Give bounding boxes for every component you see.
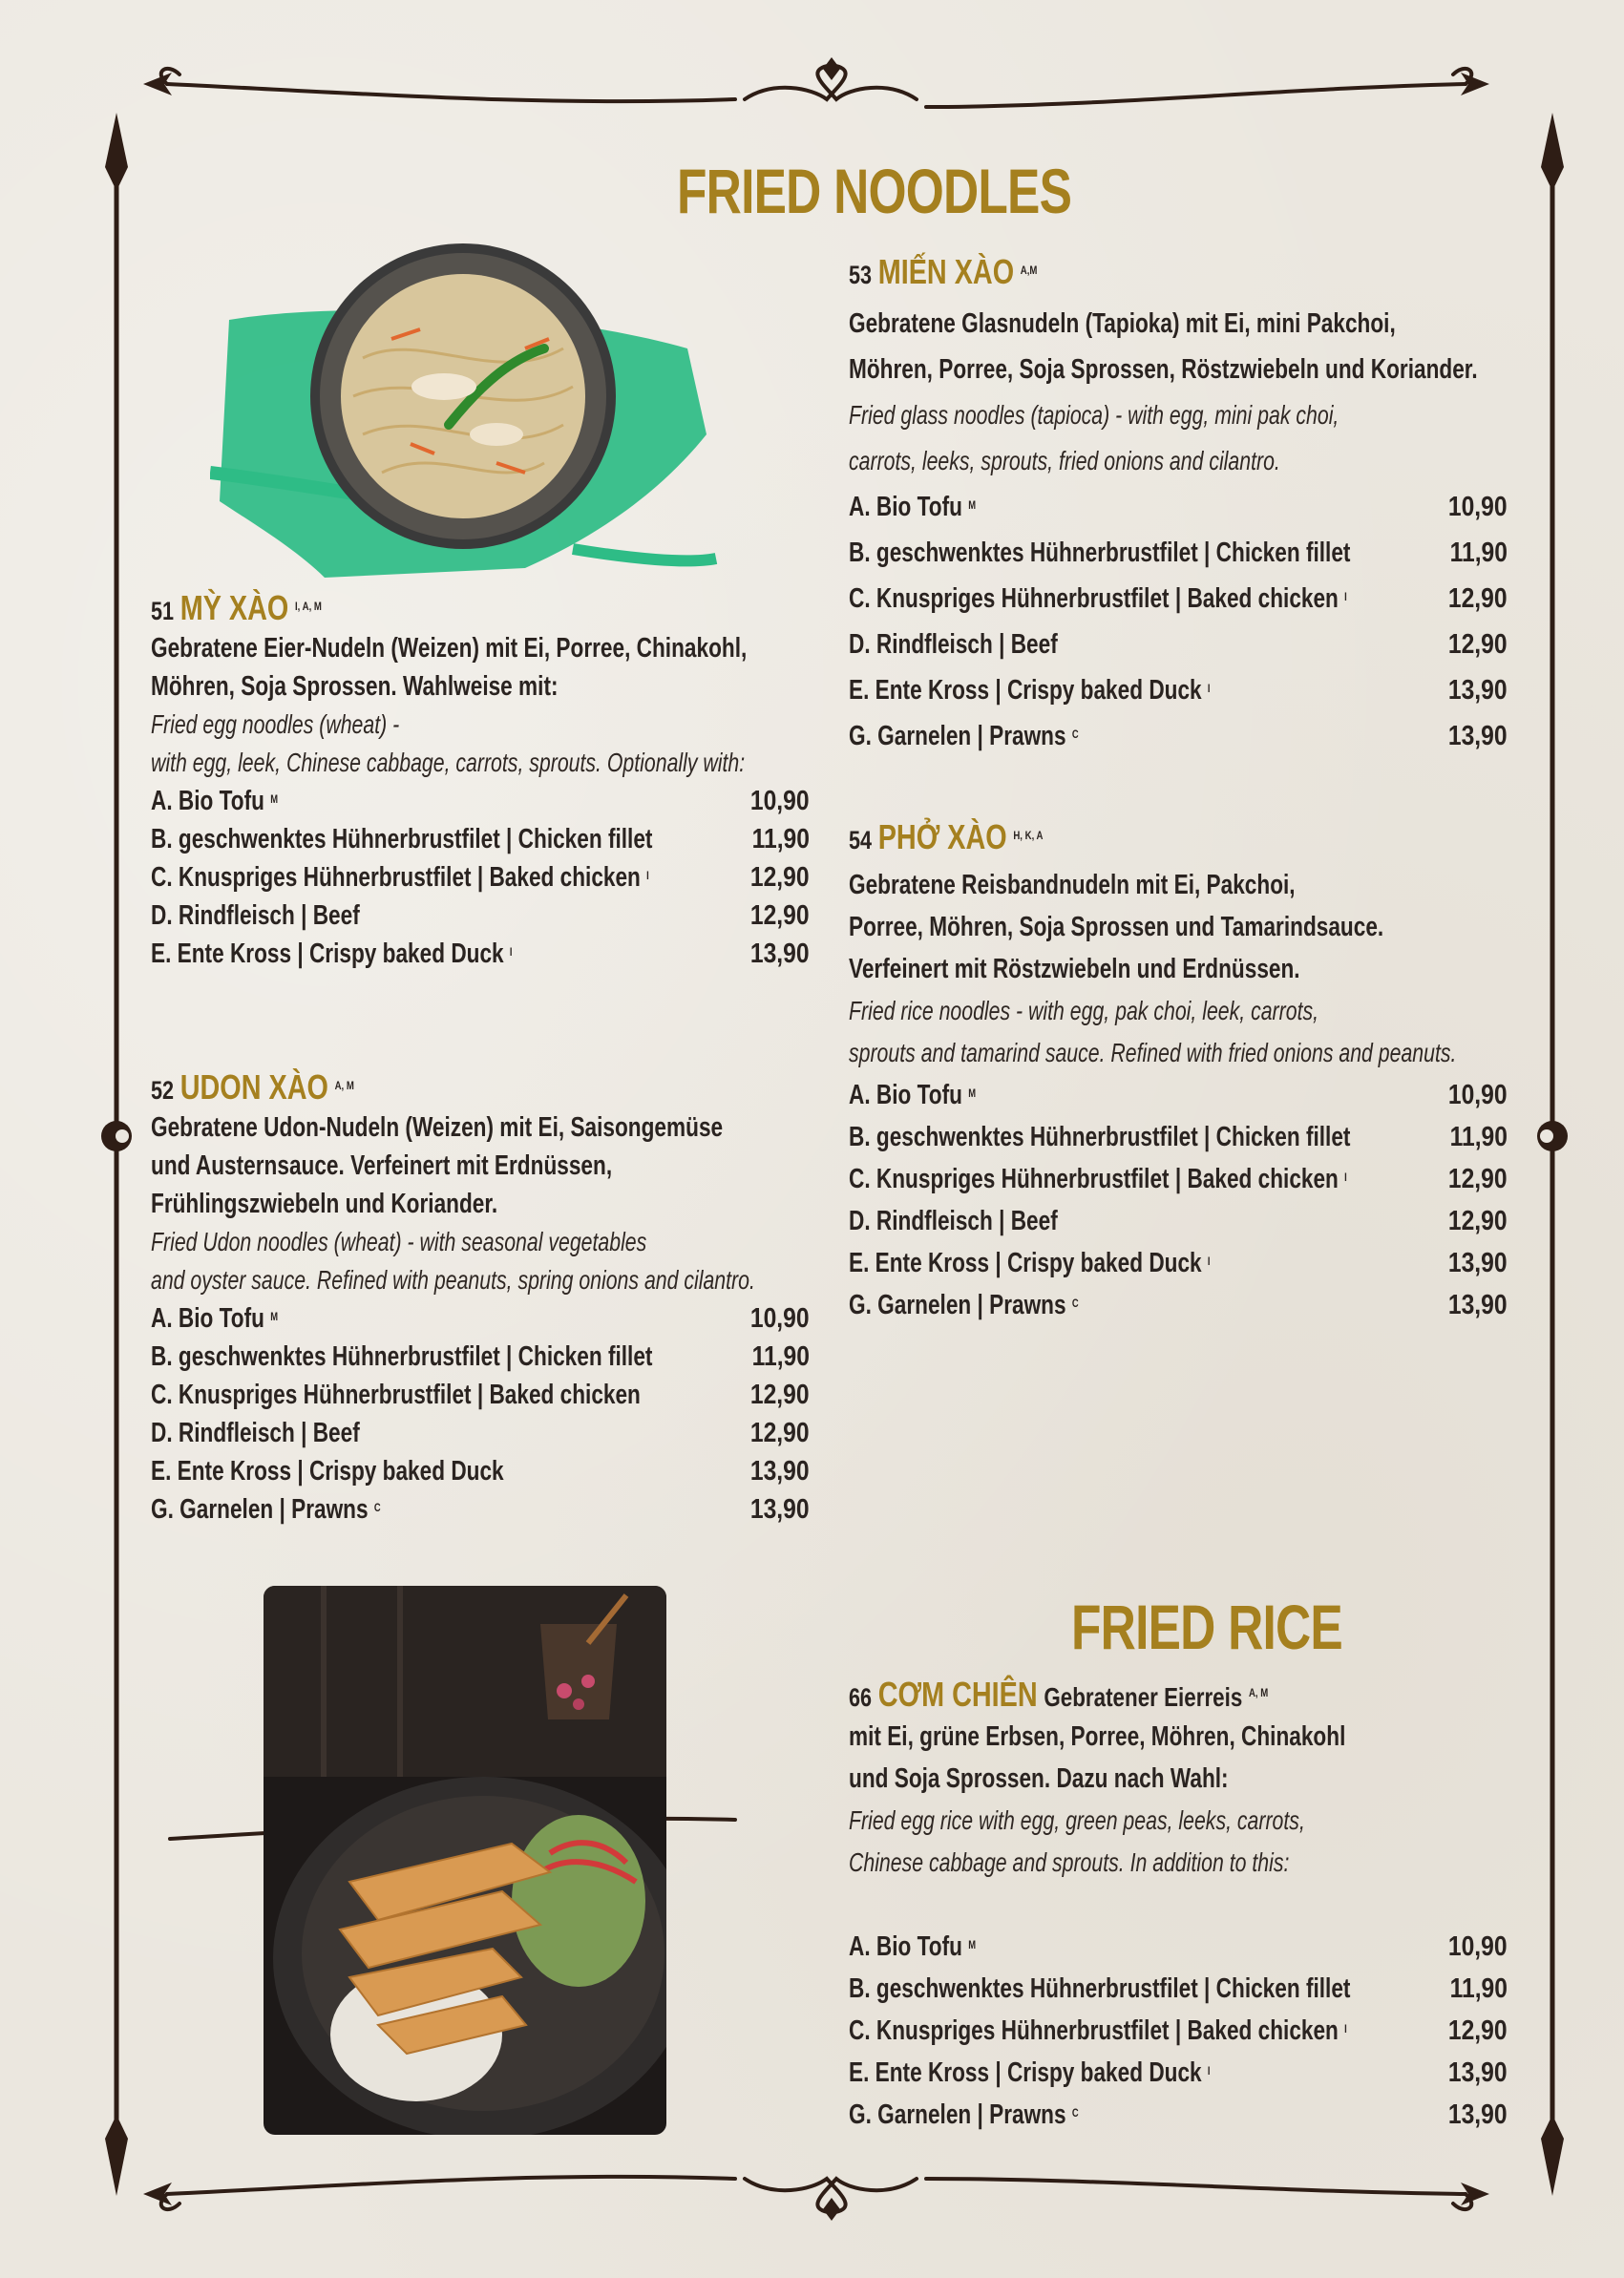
dish-54 — [849, 819, 1508, 1326]
description-en-line: Fried egg noodles (wheat) - — [151, 709, 400, 739]
option-label: C. Knuspriges Hühnerbrustfilet | Baked chicken — [151, 1380, 641, 1410]
option-row — [151, 1299, 810, 1338]
option-price: 10,90 — [1448, 1080, 1508, 1110]
description-de-line: Gebratene Glasnudeln (Tapioka) mit Ei, mini Pakchoi, — [849, 308, 1396, 339]
option-row — [151, 1376, 810, 1414]
option-price: 13,90 — [1448, 675, 1508, 706]
description-de-line: und Austernsauce. Verfeinert mit Erdnüssen, — [151, 1150, 613, 1181]
dish-number: 52 — [151, 1076, 175, 1105]
description-de-line: Gebratene Eier-Nudeln (Weizen) mit Ei, Porree, Chinakohl, — [151, 633, 748, 664]
option-label: G. Garnelen | Prawns — [151, 1494, 369, 1525]
option-row — [151, 896, 810, 935]
option-label: C. Knuspriges Hühnerbrustfilet | Baked chicken — [849, 1164, 1339, 1194]
option-price: 10,90 — [750, 786, 810, 816]
option-allergen: M — [968, 1086, 977, 1100]
option-row — [849, 1968, 1508, 2010]
option-price: 13,90 — [1448, 2057, 1508, 2088]
option-price: 11,90 — [751, 1341, 810, 1372]
description-de-line: Gebratene Udon-Nudeln (Weizen) mit Ei, Saisongemüse — [151, 1112, 724, 1143]
option-price: 12,90 — [750, 1418, 810, 1448]
description-de-line: mit Ei, grüne Erbsen, Porree, Möhren, Chinakohl — [849, 1721, 1346, 1752]
dish-name: MỲ XÀO — [179, 588, 289, 627]
dish-number: 51 — [151, 597, 175, 625]
option-row — [849, 1926, 1508, 1968]
option-label: D. Rindfleisch | Beef — [151, 900, 360, 931]
option-list — [849, 484, 1508, 759]
option-row — [151, 1452, 810, 1490]
option-row — [151, 1414, 810, 1452]
option-allergen: M — [270, 1310, 279, 1323]
option-label: G. Garnelen | Prawns — [849, 721, 1066, 751]
option-label: D. Rindfleisch | Beef — [849, 1206, 1058, 1236]
option-label: B. geschwenktes Hühnerbrustfilet | Chicken fillet — [849, 1973, 1351, 2004]
option-price: 12,90 — [750, 900, 810, 931]
dish-51 — [151, 590, 810, 973]
option-price: 13,90 — [1448, 1248, 1508, 1278]
option-label: D. Rindfleisch | Beef — [849, 629, 1058, 660]
option-allergen: I — [1207, 2064, 1211, 2078]
option-row — [849, 1242, 1508, 1284]
option-price: 13,90 — [1448, 721, 1508, 751]
option-row — [849, 1116, 1508, 1158]
option-row — [849, 2010, 1508, 2052]
description-de-line: und Soja Sprossen. Dazu nach Wahl: — [849, 1763, 1229, 1794]
description-de-line: Porree, Möhren, Soja Sprossen und Tamarindsauce. — [849, 912, 1384, 942]
option-row — [849, 1074, 1508, 1116]
dish-number: 66 — [849, 1683, 873, 1712]
dish-66 — [849, 1677, 1508, 2136]
option-price: 12,90 — [1448, 1164, 1508, 1194]
option-label: A. Bio Tofu — [151, 786, 264, 816]
option-allergen: I — [1207, 1255, 1211, 1268]
option-row — [849, 576, 1508, 622]
option-price: 12,90 — [1448, 583, 1508, 614]
option-row — [151, 1338, 810, 1376]
dish-name: MIẾN XÀO — [877, 252, 1015, 291]
option-price: 13,90 — [750, 1456, 810, 1487]
option-row — [849, 667, 1508, 713]
noodles-photo — [210, 243, 726, 587]
option-label: C. Knuspriges Hühnerbrustfilet | Baked chicken — [151, 862, 641, 893]
dish-number: 53 — [849, 261, 873, 289]
option-price: 12,90 — [1448, 1206, 1508, 1236]
option-row — [849, 2094, 1508, 2136]
option-price: 11,90 — [1449, 1122, 1508, 1152]
option-price: 11,90 — [1449, 1973, 1508, 2004]
option-price: 13,90 — [750, 1494, 810, 1525]
allergen-codes: A, M — [334, 1079, 354, 1092]
option-allergen: C — [373, 1501, 381, 1514]
dish-66-title — [849, 1677, 1376, 1716]
description-de-line: Verfeinert mit Röstzwiebeln und Erdnüssen. — [849, 954, 1300, 984]
description-en-line: with egg, leek, Chinese cabbage, carrots, sprouts. Optionally with: — [151, 748, 746, 777]
rice-photo — [264, 1586, 666, 2135]
dish-name: PHỞ XÀO — [877, 817, 1007, 856]
option-row — [849, 484, 1508, 530]
description-en-line: Fried glass noodles (tapioca) - with egg, mini pak choi, — [849, 400, 1339, 430]
option-allergen: M — [270, 792, 279, 806]
dish-53-title — [849, 254, 1376, 293]
option-list — [151, 1299, 810, 1529]
description-en-line: sprouts and tamarind sauce. Refined with fried onions and peanuts. — [849, 1038, 1457, 1067]
option-price: 13,90 — [1448, 1290, 1508, 1320]
option-allergen: I — [509, 945, 513, 959]
allergen-codes: A,M — [1020, 264, 1038, 277]
option-allergen: C — [1071, 2106, 1079, 2120]
allergen-codes: A, M — [1248, 1686, 1269, 1699]
option-row — [849, 713, 1508, 759]
option-label: E. Ente Kross | Crispy baked Duck — [849, 2057, 1202, 2088]
heading-fried-noodles: FRIED NOODLES — [677, 156, 1072, 226]
option-row — [849, 1158, 1508, 1200]
dish-51-title — [151, 590, 678, 629]
option-label: A. Bio Tofu — [849, 1080, 962, 1110]
option-allergen: I — [646, 869, 649, 882]
dish-number: 54 — [849, 826, 873, 854]
option-label: B. geschwenktes Hühnerbrustfilet | Chicken fillet — [151, 824, 653, 854]
option-row — [151, 858, 810, 896]
dish-name: CƠM CHIÊN — [877, 1675, 1038, 1714]
option-row — [849, 2052, 1508, 2094]
option-row — [151, 935, 810, 973]
description-en-line: carrots, leeks, sprouts, fried onions and cilantro. — [849, 446, 1280, 475]
option-label: E. Ente Kross | Crispy baked Duck — [151, 1456, 504, 1487]
option-label: C. Knuspriges Hühnerbrustfilet | Baked chicken — [849, 2015, 1339, 2046]
option-label: C. Knuspriges Hühnerbrustfilet | Baked chicken — [849, 583, 1339, 614]
description-en-line: Fried rice noodles - with egg, pak choi, leek, carrots, — [849, 996, 1319, 1025]
option-price: 13,90 — [750, 939, 810, 969]
option-row — [849, 1200, 1508, 1242]
description-de-line: Frühlingszwiebeln und Koriander. — [151, 1189, 498, 1219]
description-en-line: Fried Udon noodles (wheat) - with seasonal vegetables — [151, 1227, 647, 1256]
dish-54-title — [849, 819, 1376, 858]
option-row — [849, 530, 1508, 576]
description-de-line: Möhren, Porree, Soja Sprossen, Röstzwiebeln und Koriander. — [849, 354, 1478, 385]
dish-52-title — [151, 1069, 678, 1108]
dish-53 — [849, 254, 1508, 759]
option-label: G. Garnelen | Prawns — [849, 2099, 1066, 2130]
option-allergen: M — [968, 498, 977, 512]
option-allergen: M — [968, 1938, 977, 1951]
option-price: 12,90 — [1448, 629, 1508, 660]
option-allergen: I — [1344, 2022, 1347, 2035]
option-label: E. Ente Kross | Crispy baked Duck — [151, 939, 504, 969]
allergen-codes: I, A, M — [295, 600, 322, 613]
dish-52 — [151, 1069, 810, 1529]
option-list — [151, 782, 810, 973]
option-price: 10,90 — [1448, 492, 1508, 522]
dish-name: UDON XÀO — [179, 1067, 328, 1107]
option-label: A. Bio Tofu — [849, 492, 962, 522]
option-list — [849, 1074, 1508, 1326]
option-allergen: I — [1207, 682, 1211, 695]
description-en-line: and oyster sauce. Refined with peanuts, spring onions and cilantro. — [151, 1265, 755, 1295]
option-price: 11,90 — [1449, 538, 1508, 568]
option-label: B. geschwenktes Hühnerbrustfilet | Chicken fillet — [849, 538, 1351, 568]
allergen-codes: H, K, A — [1013, 829, 1044, 842]
option-row — [849, 1284, 1508, 1326]
option-price: 13,90 — [1448, 2099, 1508, 2130]
option-price: 10,90 — [1448, 1931, 1508, 1962]
heading-fried-rice: FRIED RICE — [1071, 1592, 1342, 1662]
option-price: 12,90 — [750, 1380, 810, 1410]
option-label: D. Rindfleisch | Beef — [151, 1418, 360, 1448]
option-allergen: C — [1071, 728, 1079, 741]
option-label: G. Garnelen | Prawns — [849, 1290, 1066, 1320]
option-allergen: I — [1344, 1171, 1347, 1184]
option-price: 12,90 — [1448, 2015, 1508, 2046]
option-price: 12,90 — [750, 862, 810, 893]
dish-subtitle: Gebratener Eierreis — [1044, 1682, 1243, 1712]
option-label: A. Bio Tofu — [151, 1303, 264, 1334]
option-label: A. Bio Tofu — [849, 1931, 962, 1962]
description-en-line: Chinese cabbage and sprouts. In addition to this: — [849, 1847, 1290, 1877]
option-allergen: C — [1071, 1297, 1079, 1310]
option-row — [151, 820, 810, 858]
option-label: B. geschwenktes Hühnerbrustfilet | Chicken fillet — [849, 1122, 1351, 1152]
option-row — [151, 782, 810, 820]
description-de-line: Gebratene Reisbandnudeln mit Ei, Pakchoi, — [849, 870, 1296, 900]
option-list — [849, 1926, 1508, 2136]
description-de-line: Möhren, Soja Sprossen. Wahlweise mit: — [151, 671, 559, 702]
option-price: 11,90 — [751, 824, 810, 854]
option-label: E. Ente Kross | Crispy baked Duck — [849, 1248, 1202, 1278]
option-row — [849, 622, 1508, 667]
description-en-line: Fried egg rice with egg, green peas, leeks, carrots, — [849, 1805, 1305, 1835]
option-price: 10,90 — [750, 1303, 810, 1334]
option-label: B. geschwenktes Hühnerbrustfilet | Chicken fillet — [151, 1341, 653, 1372]
option-label: E. Ente Kross | Crispy baked Duck — [849, 675, 1202, 706]
option-row — [151, 1490, 810, 1529]
option-allergen: I — [1344, 590, 1347, 603]
